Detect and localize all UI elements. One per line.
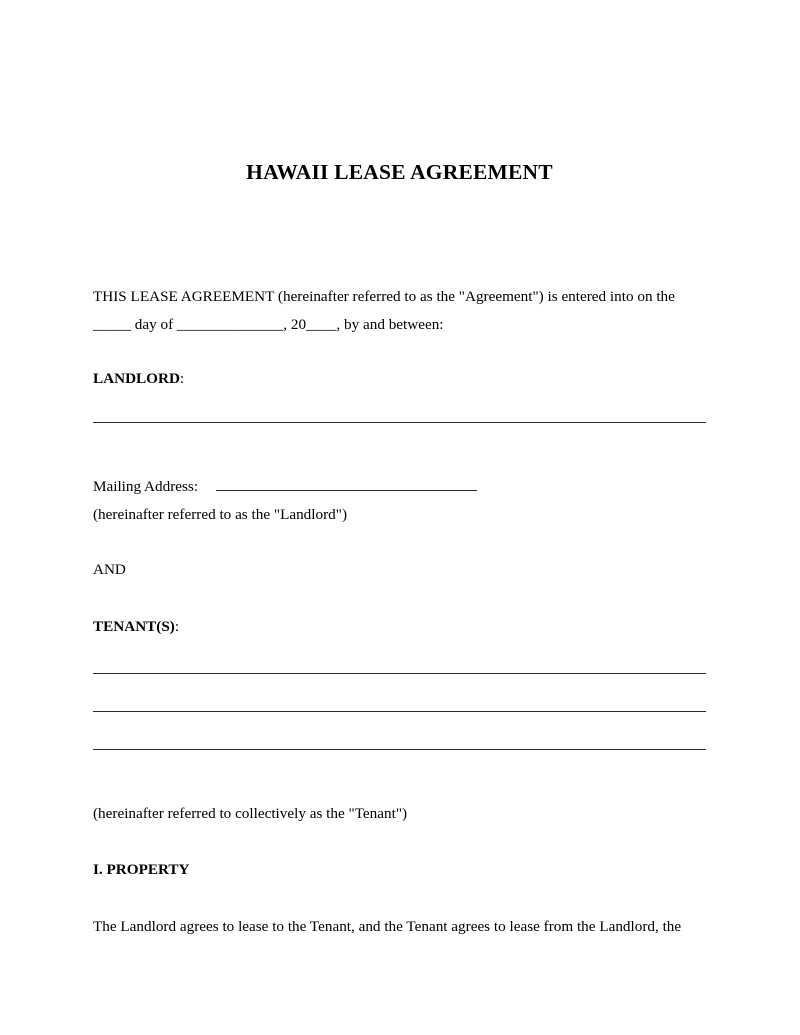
section-property-body-line-1: The Landlord agrees to lease to the Tenant, and the Tenant agrees to lease from the Landlord, the — [93, 918, 682, 935]
conjunction-and: AND — [93, 561, 126, 578]
tenant-name-fill-rule-1[interactable] — [93, 673, 706, 674]
page-title: HAWAII LEASE AGREEMENT — [246, 160, 553, 184]
landlord-label-colon: : — [179, 370, 185, 387]
tenant-label: TENANT(S) — [93, 618, 175, 635]
tenant-name-fill-rule-3[interactable] — [93, 749, 706, 750]
tenant-label-row — [93, 613, 706, 641]
mailing-address-fill-rule[interactable] — [216, 490, 477, 491]
tenant-definition-text: (hereinafter referred to collectively as the "Tenant") — [93, 805, 408, 822]
landlord-label: LANDLORD — [93, 370, 180, 387]
intro-paragraph-line-2-date-blanks[interactable]: _____ day of ______________, 20____, by and between: — [93, 316, 444, 333]
tenant-name-fill-rule-2[interactable] — [93, 711, 706, 712]
landlord-name-fill-rule[interactable] — [93, 422, 706, 423]
landlord-definition-text: (hereinafter referred to as the "Landlord") — [93, 506, 347, 523]
tenant-label-colon: : — [174, 618, 180, 635]
mailing-address-label: Mailing Address: — [93, 478, 199, 495]
intro-paragraph-line-1: THIS LEASE AGREEMENT (hereinafter referred to as the "Agreement") is entered into on the — [93, 288, 675, 305]
landlord-label-row — [93, 365, 706, 393]
section-heading-property: I. PROPERTY — [93, 861, 190, 878]
